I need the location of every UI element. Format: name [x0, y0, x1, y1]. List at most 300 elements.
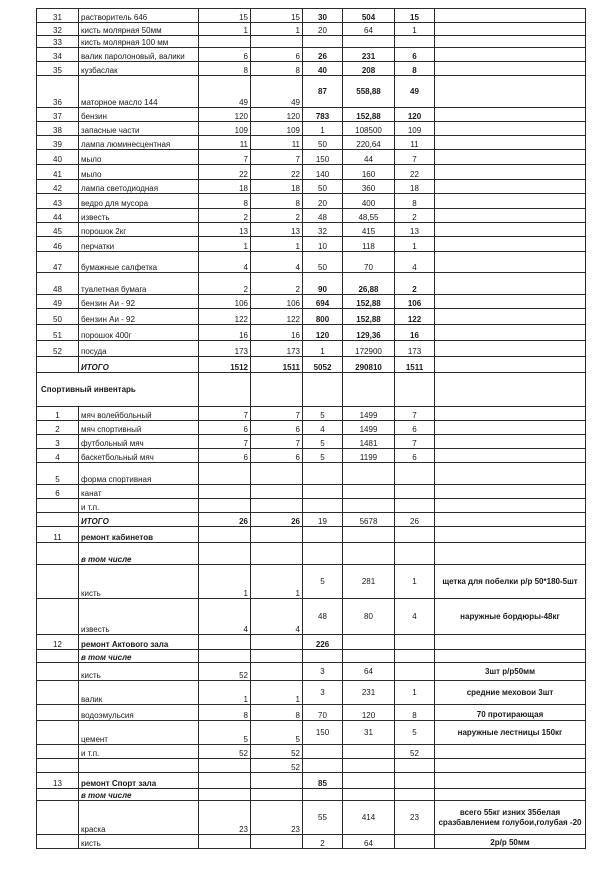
table-cell-price	[343, 759, 395, 773]
table-cell-qty-end: 8	[395, 705, 435, 721]
table-cell-qty-start	[199, 835, 251, 849]
table-cell-price: 360	[343, 180, 395, 194]
table-cell-note	[435, 252, 586, 273]
table-cell-price	[343, 499, 395, 513]
table-cell-price: 415	[343, 223, 395, 237]
table-cell-row-number: 37	[37, 108, 79, 122]
table-cell-qty-received	[251, 527, 303, 543]
table-row	[37, 150, 586, 165]
table-cell-qty-received: 49	[251, 76, 303, 108]
table-cell-qty-received: 11	[251, 136, 303, 150]
table-cell-item-name: ведро для мусора	[79, 194, 199, 209]
table-cell-qty-end: 6	[395, 48, 435, 62]
table-cell-price: 64	[343, 835, 395, 849]
table-cell-note: 3шт р/р50мм	[435, 663, 586, 681]
table-cell-row-number: 40	[37, 150, 79, 165]
table-cell-note: щетка для побелки р/р 50*180-5шт	[435, 565, 586, 599]
table-cell-note	[435, 373, 586, 407]
table-row	[37, 223, 586, 237]
table-cell-note: наружные лестницы 150кг	[435, 721, 586, 745]
table-cell-qty-received	[251, 663, 303, 681]
table-cell-qty-count: 10	[303, 237, 343, 252]
table-row	[37, 421, 586, 435]
table-cell-price	[343, 773, 395, 789]
table-cell-qty-count	[303, 485, 343, 499]
table-cell-row-number: 46	[37, 237, 79, 252]
table-cell-qty-received: 8	[251, 194, 303, 209]
table-cell-note	[435, 273, 586, 295]
table-cell-qty-start: 8	[199, 705, 251, 721]
table-cell-item-name: форма спортивная	[79, 463, 199, 485]
table-cell-qty-received: 52	[251, 745, 303, 759]
table-cell-qty-end: 5	[395, 721, 435, 745]
table-cell-qty-start: 122	[199, 309, 251, 325]
table-cell-qty-start	[199, 773, 251, 789]
table-cell-qty-end: 22	[395, 165, 435, 180]
table-row	[37, 435, 586, 449]
table-row	[37, 773, 586, 789]
table-cell-qty-count: 150	[303, 721, 343, 745]
table-row	[37, 9, 586, 23]
table-cell-price	[343, 527, 395, 543]
table-cell-qty-end	[395, 373, 435, 407]
table-cell-row-number: 43	[37, 194, 79, 209]
table-row	[37, 325, 586, 341]
table-cell-qty-end: 2	[395, 209, 435, 223]
table-row	[37, 835, 586, 849]
table-cell-price: 152,88	[343, 108, 395, 122]
table-cell-item-name: канат	[79, 485, 199, 499]
table-cell-row-number	[37, 499, 79, 513]
table-cell-qty-count: 1	[303, 122, 343, 136]
table-cell-row-number: 12	[37, 635, 79, 650]
table-cell-note	[435, 108, 586, 122]
table-cell-note	[435, 499, 586, 513]
table-cell-price	[343, 789, 395, 801]
table-cell-row-number	[37, 543, 79, 565]
table-cell-price: 31	[343, 721, 395, 745]
table-row	[37, 122, 586, 136]
table-cell-qty-received	[251, 36, 303, 48]
table-cell-qty-start: 4	[199, 599, 251, 635]
table-cell-qty-received	[251, 650, 303, 663]
table-cell-qty-count: 30	[303, 9, 343, 23]
table-cell-qty-end: 4	[395, 252, 435, 273]
table-cell-price	[343, 745, 395, 759]
table-row	[37, 789, 586, 801]
table-cell-row-number: 5	[37, 463, 79, 485]
table-cell-row-number	[37, 565, 79, 599]
table-cell-price: 504	[343, 9, 395, 23]
table-cell-qty-end: 16	[395, 325, 435, 341]
table-cell-qty-start: 6	[199, 421, 251, 435]
table-cell-row-number	[37, 663, 79, 681]
table-cell-qty-received: 7	[251, 407, 303, 421]
table-row	[37, 357, 586, 373]
table-cell-qty-start	[199, 463, 251, 485]
table-cell-item-name: ремонт Спорт зала	[79, 773, 199, 789]
table-cell-qty-received: 8	[251, 705, 303, 721]
table-cell-qty-received: 109	[251, 122, 303, 136]
table-cell-qty-received: 106	[251, 295, 303, 309]
table-cell-qty-received: 2	[251, 209, 303, 223]
table-cell-qty-start: 7	[199, 150, 251, 165]
table-cell-qty-end: 4	[395, 599, 435, 635]
table-cell-qty-end: 7	[395, 435, 435, 449]
table-cell-qty-start: 173	[199, 341, 251, 357]
table-cell-qty-received	[251, 373, 303, 407]
table-cell-qty-start: 120	[199, 108, 251, 122]
table-cell-qty-start: 22	[199, 165, 251, 180]
table-cell-note	[435, 194, 586, 209]
table-cell-qty-end: 122	[395, 309, 435, 325]
table-cell-row-number: 34	[37, 48, 79, 62]
table-cell-qty-end: 26	[395, 513, 435, 527]
table-row	[37, 252, 586, 273]
table-cell-qty-count: 90	[303, 273, 343, 295]
table-row	[37, 565, 586, 599]
table-cell-qty-start: 7	[199, 435, 251, 449]
table-row	[37, 295, 586, 309]
table-cell-qty-received	[251, 635, 303, 650]
table-cell-note	[435, 325, 586, 341]
table-cell-qty-count	[303, 463, 343, 485]
table-cell-qty-received: 15	[251, 9, 303, 23]
table-cell-qty-count	[303, 527, 343, 543]
table-cell-price: 1499	[343, 421, 395, 435]
table-cell-note	[435, 9, 586, 23]
table-cell-item-name: в том числе	[79, 650, 199, 663]
table-row	[37, 309, 586, 325]
table-cell-item-name: посуда	[79, 341, 199, 357]
table-cell-qty-start	[199, 485, 251, 499]
table-cell-qty-count: 87	[303, 76, 343, 108]
table-cell-item-name: ремонт Актового зала	[79, 635, 199, 650]
table-cell-price: 220,64	[343, 136, 395, 150]
table-cell-qty-start	[199, 635, 251, 650]
table-cell-row-number: 3	[37, 435, 79, 449]
table-cell-row-number: 36	[37, 76, 79, 108]
table-cell-item-name: мыло	[79, 150, 199, 165]
table-cell-qty-count: 50	[303, 252, 343, 273]
table-cell-qty-count: 20	[303, 194, 343, 209]
table-cell-note	[435, 48, 586, 62]
table-cell-item-name: порошок 2кг	[79, 223, 199, 237]
table-cell-row-number: 41	[37, 165, 79, 180]
table-cell-qty-received: 4	[251, 252, 303, 273]
table-row	[37, 543, 586, 565]
table-cell-note	[435, 180, 586, 194]
table-cell-row-number	[37, 835, 79, 849]
table-cell-note	[435, 76, 586, 108]
table-cell-price	[343, 485, 395, 499]
table-cell-row-number	[37, 650, 79, 663]
table-cell-qty-received: 13	[251, 223, 303, 237]
table-cell-qty-end: 23	[395, 801, 435, 835]
table-cell-item-name	[79, 759, 199, 773]
table-cell-item-name: мяч спортивный	[79, 421, 199, 435]
table-cell-row-number: 52	[37, 341, 79, 357]
table-cell-price: 26,88	[343, 273, 395, 295]
table-cell-row-number: 1	[37, 407, 79, 421]
table-cell-item-name: известь	[79, 599, 199, 635]
table-cell-qty-count	[303, 36, 343, 48]
table-row	[37, 449, 586, 463]
table-cell-qty-count	[303, 789, 343, 801]
table-cell-row-number	[37, 789, 79, 801]
table-cell-row-number: 32	[37, 23, 79, 36]
table-row	[37, 513, 586, 527]
table-cell-qty-count: 70	[303, 705, 343, 721]
table-cell-qty-count: 800	[303, 309, 343, 325]
table-cell-item-name: перчатки	[79, 237, 199, 252]
table-cell-note	[435, 635, 586, 650]
table-row	[37, 721, 586, 745]
table-cell-qty-end	[395, 650, 435, 663]
table-cell-qty-count: 5	[303, 449, 343, 463]
table-cell-row-number: 4	[37, 449, 79, 463]
table-cell-qty-count: 226	[303, 635, 343, 650]
table-cell-note	[435, 435, 586, 449]
table-cell-note	[435, 543, 586, 565]
table-cell-qty-received: 4	[251, 599, 303, 635]
table-cell-note	[435, 357, 586, 373]
table-cell-qty-count	[303, 745, 343, 759]
table-row	[37, 681, 586, 705]
table-cell-note	[435, 237, 586, 252]
table-row	[37, 463, 586, 485]
table-cell-qty-start	[199, 789, 251, 801]
table-cell-qty-start: 16	[199, 325, 251, 341]
table-cell-price	[343, 543, 395, 565]
table-cell-qty-count: 20	[303, 23, 343, 36]
table-cell-row-number: 50	[37, 309, 79, 325]
table-cell-note	[435, 36, 586, 48]
table-cell-qty-received: 1	[251, 237, 303, 252]
table-cell-item-name: порошок 400г	[79, 325, 199, 341]
table-cell-qty-received: 7	[251, 150, 303, 165]
table-cell-row-number: 45	[37, 223, 79, 237]
table-row	[37, 373, 586, 407]
table-cell-price	[343, 635, 395, 650]
table-cell-qty-received: 1	[251, 23, 303, 36]
table-cell-note	[435, 513, 586, 527]
table-cell-item-name: валик	[79, 681, 199, 705]
table-cell-note	[435, 745, 586, 759]
table-cell-note: 70 протирающая	[435, 705, 586, 721]
table-cell-qty-count: 48	[303, 209, 343, 223]
table-cell-item-name: валик паролоновый, валики	[79, 48, 199, 62]
table-cell-row-number: 42	[37, 180, 79, 194]
table-cell-price: 400	[343, 194, 395, 209]
table-cell-qty-count: 40	[303, 62, 343, 76]
table-cell-price: 44	[343, 150, 395, 165]
table-row	[37, 237, 586, 252]
table-cell-item-name: кисть молярная 100 мм	[79, 36, 199, 48]
table-cell-item-name: маторное масло 144	[79, 76, 199, 108]
table-cell-row-number	[37, 759, 79, 773]
table-cell-row-number	[37, 745, 79, 759]
table-cell-qty-start: 1	[199, 565, 251, 599]
table-cell-qty-count	[303, 373, 343, 407]
table-cell-item-name: цемент	[79, 721, 199, 745]
table-row	[37, 485, 586, 499]
table-cell-qty-start: 4	[199, 252, 251, 273]
table-cell-qty-received: 16	[251, 325, 303, 341]
table-cell-qty-received	[251, 789, 303, 801]
table-cell-qty-end: 109	[395, 122, 435, 136]
table-cell-price	[343, 463, 395, 485]
table-cell-item-name: мяч волейбольный	[79, 407, 199, 421]
table-cell-note	[435, 759, 586, 773]
table-cell-qty-start: 23	[199, 801, 251, 835]
table-cell-row-number: 13	[37, 773, 79, 789]
table-cell-qty-start	[199, 650, 251, 663]
table-cell-qty-received	[251, 543, 303, 565]
table-cell-item-name: футбольный мяч	[79, 435, 199, 449]
table-cell-qty-count: 3	[303, 681, 343, 705]
table-cell-qty-end	[395, 543, 435, 565]
table-cell-qty-received	[251, 835, 303, 849]
table-cell-price: 208	[343, 62, 395, 76]
table-cell-qty-received: 5	[251, 721, 303, 745]
table-cell-qty-start: 1	[199, 23, 251, 36]
table-cell-qty-end: 6	[395, 449, 435, 463]
table-cell-qty-count: 5	[303, 435, 343, 449]
table-cell-qty-start	[199, 543, 251, 565]
table-cell-item-name: водоэмульсия	[79, 705, 199, 721]
table-cell-qty-count: 19	[303, 513, 343, 527]
table-cell-qty-count: 85	[303, 773, 343, 789]
table-cell-item-name: запасные части	[79, 122, 199, 136]
table-row	[37, 635, 586, 650]
table-cell-item-name: кисть	[79, 565, 199, 599]
table-cell-qty-received	[251, 463, 303, 485]
table-cell-price: 5678	[343, 513, 395, 527]
table-cell-qty-received: 52	[251, 759, 303, 773]
table-cell-qty-end: 8	[395, 62, 435, 76]
table-cell-row-number: 11	[37, 527, 79, 543]
table-cell-note	[435, 527, 586, 543]
table-cell-item-name: бумажные салфетка	[79, 252, 199, 273]
table-cell-price: 558,88	[343, 76, 395, 108]
table-cell-qty-end	[395, 635, 435, 650]
table-cell-qty-end: 106	[395, 295, 435, 309]
table-cell-price: 1199	[343, 449, 395, 463]
table-cell-row-number: 47	[37, 252, 79, 273]
table-cell-item-name: бензин	[79, 108, 199, 122]
table-cell-item-name: лампа люминесцентная	[79, 136, 199, 150]
table-cell-qty-received: 1	[251, 681, 303, 705]
table-cell-qty-end: 15	[395, 9, 435, 23]
table-cell-qty-start: 1	[199, 681, 251, 705]
table-cell-qty-count	[303, 499, 343, 513]
table-cell-price	[343, 373, 395, 407]
table-cell-qty-start: 1	[199, 237, 251, 252]
table-cell-row-number: 35	[37, 62, 79, 76]
section-title: Спортивный инвентарь	[37, 373, 199, 407]
table-cell-qty-start: 15	[199, 9, 251, 23]
table-cell-row-number: 31	[37, 9, 79, 23]
table-cell-row-number	[37, 681, 79, 705]
table-cell-item-name: кузбаслак	[79, 62, 199, 76]
table-row	[37, 23, 586, 36]
table-row	[37, 801, 586, 835]
table-cell-qty-start: 13	[199, 223, 251, 237]
table-row	[37, 705, 586, 721]
table-cell-qty-end: 120	[395, 108, 435, 122]
table-cell-item-name: и т.п.	[79, 499, 199, 513]
table-cell-note	[435, 223, 586, 237]
table-cell-row-number: 48	[37, 273, 79, 295]
table-row	[37, 180, 586, 194]
table-cell-price	[343, 36, 395, 48]
table-cell-price: 118	[343, 237, 395, 252]
table-cell-qty-start: 2	[199, 209, 251, 223]
table-cell-note	[435, 165, 586, 180]
table-row	[37, 36, 586, 48]
table-cell-item-name: бензин Аи - 92	[79, 295, 199, 309]
table-cell-row-number	[37, 599, 79, 635]
table-cell-qty-start: 106	[199, 295, 251, 309]
table-cell-qty-count: 2	[303, 835, 343, 849]
table-cell-qty-count	[303, 543, 343, 565]
table-cell-row-number	[37, 801, 79, 835]
table-row	[37, 136, 586, 150]
table-cell-price: 231	[343, 48, 395, 62]
table-cell-qty-count: 5	[303, 407, 343, 421]
table-cell-qty-start: 52	[199, 745, 251, 759]
table-cell-qty-start: 26	[199, 513, 251, 527]
table-cell-qty-end	[395, 36, 435, 48]
table-cell-qty-received: 6	[251, 48, 303, 62]
table-cell-qty-end: 52	[395, 745, 435, 759]
table-cell-qty-end: 1	[395, 565, 435, 599]
table-cell-price: 108500	[343, 122, 395, 136]
table-cell-item-name: баскетбольный мяч	[79, 449, 199, 463]
table-cell-price: 64	[343, 23, 395, 36]
table-cell-qty-count	[303, 650, 343, 663]
table-cell-qty-count: 50	[303, 180, 343, 194]
table-cell-item-name: ремонт кабинетов	[79, 527, 199, 543]
table-cell-row-number: 49	[37, 295, 79, 309]
table-cell-price: 152,88	[343, 295, 395, 309]
table-cell-qty-end: 1	[395, 237, 435, 252]
table-cell-price: 290810	[343, 357, 395, 373]
table-row	[37, 62, 586, 76]
table-row	[37, 499, 586, 513]
table-cell-note	[435, 449, 586, 463]
table-cell-qty-count: 50	[303, 136, 343, 150]
table-cell-row-number: 39	[37, 136, 79, 150]
table-cell-price: 414	[343, 801, 395, 835]
table-cell-item-name: и т.п.	[79, 745, 199, 759]
table-row	[37, 527, 586, 543]
table-cell-item-name: ИТОГО	[79, 357, 199, 373]
table-cell-item-name: лампа светодиодная	[79, 180, 199, 194]
table-cell-price: 70	[343, 252, 395, 273]
table-cell-note	[435, 485, 586, 499]
table-cell-qty-end: 2	[395, 273, 435, 295]
table-cell-price: 1499	[343, 407, 395, 421]
table-row	[37, 165, 586, 180]
table-cell-row-number: 2	[37, 421, 79, 435]
table-cell-note	[435, 122, 586, 136]
table-cell-price: 129,36	[343, 325, 395, 341]
table-cell-qty-start: 109	[199, 122, 251, 136]
table-cell-row-number	[37, 513, 79, 527]
table-cell-note	[435, 136, 586, 150]
